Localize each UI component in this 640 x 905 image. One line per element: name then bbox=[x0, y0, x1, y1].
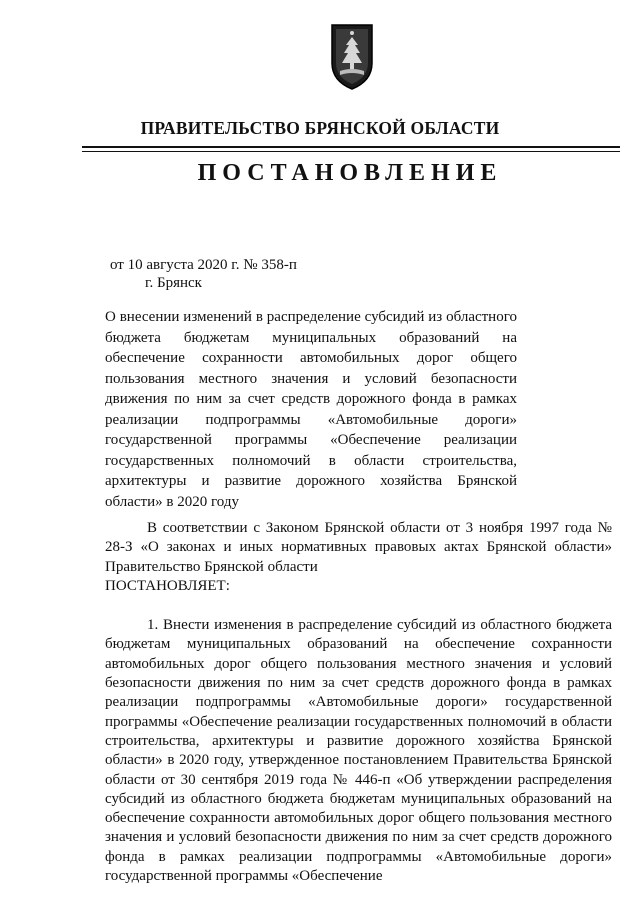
document-body bbox=[105, 519, 612, 886]
date-and-number: от 10 августа 2020 г. № 358-п bbox=[110, 257, 297, 273]
government-name: ПРАВИТЕЛЬСТВО БРЯНСКОЙ ОБЛАСТИ bbox=[140, 118, 500, 138]
preamble-text: В соответствии с Законом Брянской области от 3 ноября 1997 года № 28-З «О законах и иных нормативных правовых актах Брянской области» Правительство Брянской области bbox=[105, 520, 612, 575]
city-name: г. Брянск bbox=[145, 275, 202, 291]
coat-of-arms-icon bbox=[329, 23, 375, 91]
header-divider-thin bbox=[82, 151, 620, 152]
resolves-heading: ПОСТАНОВЛЯЕТ: bbox=[105, 577, 230, 594]
document-subject: О внесении изменений в распределение субсидий из областного бюджета бюджетам муниципальных образований на обеспечение сохранности автомобильных дорог общего пользования местного значения и условий безопасности движения по ним за счет средств дорожного фонда в рамках реализации подпрограммы «Автомобильные дороги» государственной программы «Обеспечение реализации государственных полномочий в области строительства, архитектуры и развитие дорожного хозяйства Брянской области» в 2020 году bbox=[105, 309, 517, 510]
document-type-title: ПОСТАНОВЛЕНИЕ bbox=[197, 160, 503, 186]
header-divider-thick bbox=[82, 146, 620, 148]
clause-1: 1. Внести изменения в распределение субсидий из областного бюджета бюджетам муниципальных образований на обеспечение сохранности автомобильных дорог общего пользования местного значения и условий безопасности движения по ним за счет средств дорожного фонда в рамках реализации подпрограммы «Автомобильные дороги» государственной программы «Обеспечение реализации государственных полномочий в области строительства, архитектуры и развитие дорожного хозяйства Брянской области» в 2020 году, утвержденное постановлением Правительства Брянской области от 30 сентября 2019 года № 446-п «Об утверждении распределения субсидий из областного бюджета бюджетам муниципальных образований на обеспечение сохранности автомобильных дорог общего пользования местного значения и условий безопасности движения по ним за счет средств дорожного фонда в рамках реализации подпрограммы «Автомобильные дороги» государственной программы «Обеспечение bbox=[105, 617, 612, 885]
